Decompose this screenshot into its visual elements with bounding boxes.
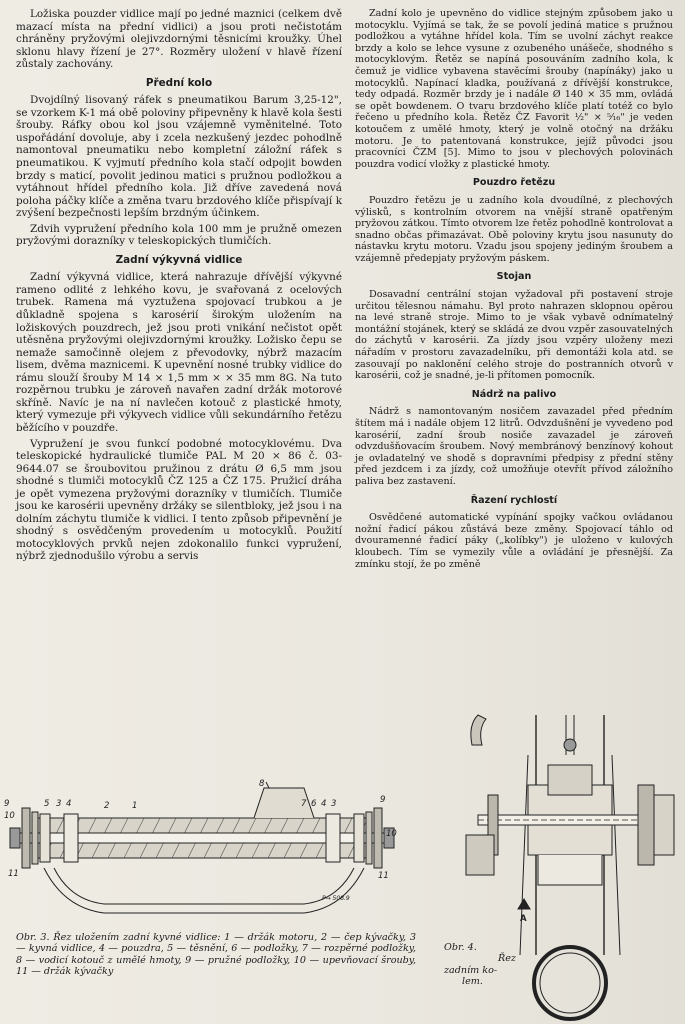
section-heading-front-wheel: Přední kolo	[145, 76, 213, 89]
figure-label: 5	[44, 799, 50, 809]
figure-label: 10	[4, 811, 15, 821]
figure-label: 8	[259, 779, 265, 789]
caption-line: zadním ko-	[444, 964, 498, 976]
paragraph: Osvědčené automatické vypínání spojky vačkou ovládanou nožní řadicí pákou zůstává beze změny. Spojovací táhlo od dvouramenné řadicí páky („kolíbky") je uloženo v kulových kloubech. Tím se vymezily vůle a ovládání je přesnější. Za zmínku stojí, že po změně	[355, 512, 673, 570]
paragraph: Zadní kolo je upevněno do vidlice stejným způsobem jako u motocyklu. Vyjímá se tak, že se povolí jediná matice s pružnou podložkou a vytáhne hřídel kola. Tím se uvolní záchyt reakce brzdy a kolo se lehce vysune z ozubeného unášeče, shodného s motocyklovým. Řetěz se napíná posouváním zadního kola, k čemuž je vidlice vybavena stavěcími šrouby (napínáky) jako u motocyklů. Napínací kladka, používaná z dřívější konstrukce, tedy odpadá. Rozměr brzdy je i nadále Ø 140 × 35 mm, ovládá se opět bowdenem. O tvaru brzdového klíče platí totéž co bylo řečeno u předního kola. Řetěz ČZ Favorit ½" × ⁵⁄₁₆" je veden kotoučem z umělé hmoty, který je volně otočný na držáku motoru. Je to patentovaná konstrukce, jejíž původci jsou pracovníci ČZM [5]. Mimo to jsou v plechových polovinách pouzdra vodicí vložky z plastické hmoty.	[355, 8, 673, 170]
paragraph: Nádrž s namontovaným nosičem zavazadel před předním štítem má i nadále objem 12 litrů. Odvzdušnění je vyvedeno pod karosérií, zadní šroub nosiče zavazadel je zároveň odvzdušňovacím šroubem. Nový membránový benzínový kohout je ovladatelný ve shodě s dopravními předpisy z přední stěny před jezdcem i za jízdy, což umožňuje otevřít přívod záložního paliva bez zastavení.	[355, 406, 673, 487]
figure-4-caption	[444, 942, 522, 988]
figure-label: 3	[331, 799, 337, 809]
paragraph: Zdvih vypružení předního kola 100 mm je pružně omezen pryžovými dorazníky v teleskopických tlumičích.	[16, 222, 342, 248]
figure-label: 11	[8, 869, 19, 879]
figure-label: 9	[4, 799, 10, 809]
caption-line: Obr. 4.	[444, 942, 477, 953]
caption-line: Řez	[498, 953, 516, 965]
section-heading-rear-swing-fork: Zadní výkyvná vidlice	[115, 253, 243, 266]
right-column	[355, 8, 673, 570]
figure-label: 11	[378, 871, 389, 881]
figure-3-swing-fork-section	[4, 778, 396, 930]
section-heading-fuel-tank: Nádrž na palivo	[471, 388, 557, 400]
figure-label: 7	[301, 799, 307, 809]
figure-label: 1	[132, 801, 138, 811]
section-mark-label: A	[520, 914, 527, 924]
paragraph: Vypružení je svou funkcí podobné motocyklovému. Dva teleskopické hydraulické tlumiče PAL M 20 × 86 č. 03-9644.07 se šroubovitou pružinou z drátu Ø 6,5 mm jsou shodné s tlumiči motocyklů ČZ 125 a ČZ 175. Pružicí dráha je opět vymezena pryžovými dorazníky v tlumičích. Tlumiče jsou ke karosérii upevněny držáky se silentbloky, jež jsou i na dolním záchytu tlumiče k vidlici. I tento způsob připevnění je shodný s osvědčeným provedením u motocyklů. Použití motocyklových prvků nejen zdokonalilo funkci vypružení, nýbrž zjednodušilo výrobu a servis	[16, 437, 342, 563]
paragraph: Dvojdílný lisovaný ráfek s pneumatikou Barum 3,25-12", se vzorkem K-1 má obě poloviny připevněny k hlavě kola šesti šrouby. Ráfky obou kol jsou vzájemně vyměnitelné. Toto uspořádání dovoluje, aby i zcela nezkušený jezdec pohodlně namontoval pneumatiku nebo kompletní záložní ráfek s pneumatikou. K vyjmutí předního kola stačí odpojit bowden brzdy s maticí, povolit jedinou matici s pružnou podložkou a vytáhnout hřídel předního kola. Již dříve zavedená nová poloha páčky klíče a změna tvaru brzdového klíče přispívají k zvýšení bezpečnosti lepším brzdným účinkem.	[16, 94, 342, 220]
figure-label: 6	[311, 799, 317, 809]
figure-label: 10	[386, 829, 397, 839]
figure-label: 2	[104, 801, 110, 811]
paragraph: Ložiska pouzder vidlice mají po jedné maznici (celkem dvě mazací místa na přední vidlici) a jsou proti nečistotám chráněny pryžovými olejivzdornými těsnicími kroužky. Úhel sklonu hlavy řízení je 27°. Rozměry uložení v hlavě řízení zůstaly zachovány.	[16, 8, 342, 71]
left-column	[16, 8, 342, 563]
figure-label: 9	[380, 795, 386, 805]
paragraph: Zadní výkyvná vidlice, která nahrazuje dřívější výkyvné rameno odlité z lehkého kovu, je svařovaná z ocelových trubek. Ramena má vyztužena spojovací trubkou a je důkladně spojena s karosérií širokým uložením na ložiskových pouzdrech, jež jsou proti vnikání nečistot opět utěsněna pryžovými olejivzdornými kroužky. Ložisko čepu se nemaže samočinně olejem z převodovky, nýbrž mazacím lisem, dvěma maznicemi. K upevnění nosné trubky vidlice do rámu slouží šrouby M 14 × 1,5 mm × × 35 mm 8G. Na tuto rozpěrnou trubku je zároveň navařen zadní držák motorové skříně. Navíc je na ní navlečen kotouč z plastické hmoty, který vymezuje při výkyvech vidlice vůli sekundárního řetězu běžícího v pouzdře.	[16, 271, 342, 434]
section-heading-stand: Stojan	[496, 271, 532, 283]
figure-label: 4	[66, 799, 72, 809]
figure-label: 3	[56, 799, 62, 809]
figure-label: 4	[321, 799, 327, 809]
caption-line: lem.	[462, 976, 483, 988]
figure-3-caption: Obr. 3. Řez uložením zadní kyvné vidlice: 1 — držák motoru, 2 — čep kývačky, 3 — kyvná vidlice, 4 — pouzdra, 5 — těsnění, 6 — podložky, 7 — rozpěrné podložky, 8 — vodicí kotouč z umělé hmoty, 9 — pružné podložky, 10 — upevňovací šrouby, 11 — držák kývačky	[16, 932, 416, 978]
section-heading-chain-case: Pouzdro řetězu	[472, 177, 556, 189]
figure-mark: P→ 508.9	[322, 895, 350, 902]
section-heading-gear-shifting: Řazení rychlostí	[470, 494, 558, 506]
paragraph: Dosavadní centrální stojan vyžadoval při postavení stroje určitou tělesnou námahu. Byl proto nahrazen sklopnou opěrou na levé straně stroje. Mimo to je však vybavě odnímatelný montážní stojánek, který se skládá ze dvou vzpěr zasouvatelných do záchytů v karosérii. Za jízdy jsou vzpěry uloženy mezi nářadím v prostoru zavazadelníku, při demontáži kola atd. se zasouvají po naklonění celého stroje do postranních otvorů v karosérii, což je snadné, je-li přítomen pomocník.	[355, 289, 673, 382]
paragraph: Pouzdro řetězu je u zadního kola dvoudílné, z plechových výlisků, s kontrolním otvorem na vnější straně opatřeným pryžovou zátkou. Tímto otvorem lze řetěz pohodlně kontrolovat a snadno občas přimazávat. Obě poloviny krytu jsou nasunuty do nástavku krytu motoru. Vzadu jsou spojeny jediným šroubem a vzájemně předepjaty pryžovým páskem.	[355, 194, 673, 264]
